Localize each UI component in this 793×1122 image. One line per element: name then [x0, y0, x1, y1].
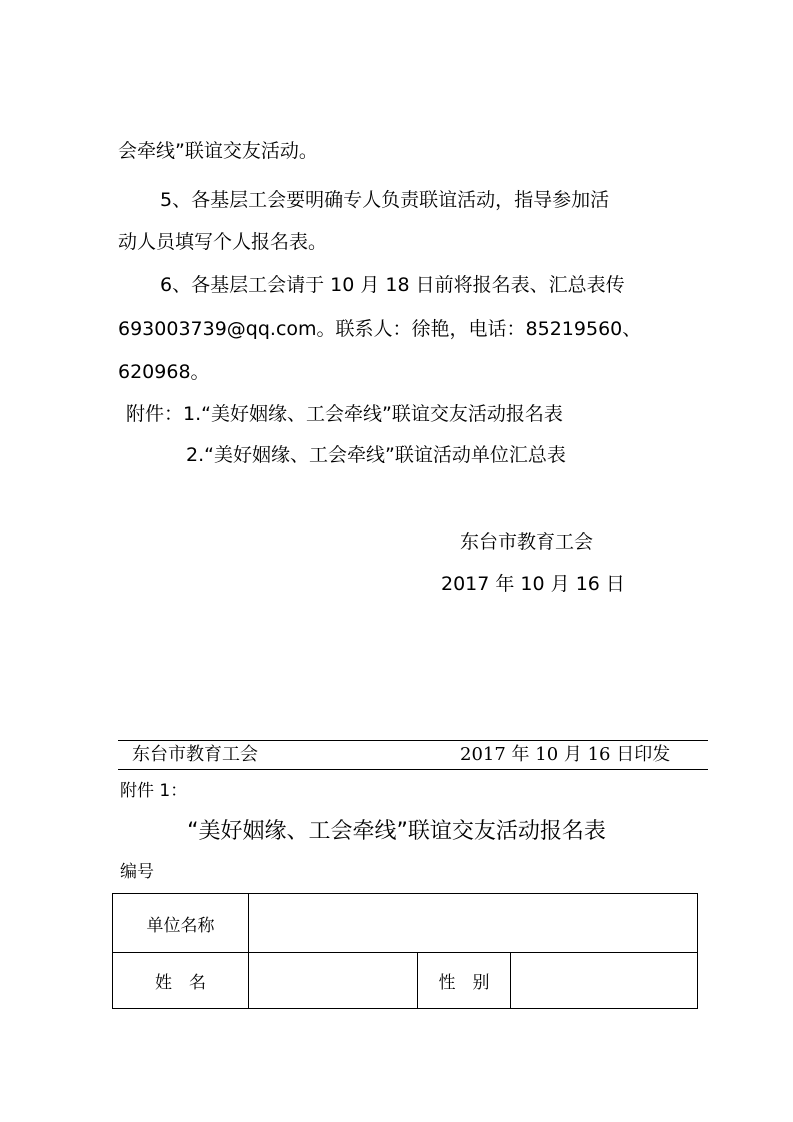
footer-top-rule [118, 740, 708, 741]
unit-name-field[interactable] [249, 894, 698, 953]
gender-field[interactable] [511, 953, 698, 1009]
registration-form-table [112, 893, 698, 1009]
form-title: “美好姻缘、工会牵线”联谊交友活动报名表 [187, 819, 606, 844]
name-field[interactable] [249, 953, 418, 1009]
unit-name-label: 单位名称 [113, 894, 249, 953]
attachment-2-line: 2.“美好姻缘、工会牵线”联谊活动单位汇总表 [186, 444, 566, 466]
footer-print-date: 2017 年 10 月 16 日印发 [460, 744, 671, 765]
signature-org: 东台市教育工会 [460, 531, 594, 553]
gender-label: 性 别 [418, 953, 511, 1009]
item-5-line-2: 动人员填写个人报名表。 [118, 231, 328, 253]
attachment-label: 附件 1： [120, 781, 188, 801]
item-6-line-3: 620968。 [118, 361, 210, 383]
name-label: 姓 名 [113, 953, 249, 1009]
item-6-line-1: 6、各基层工会请于 10 月 18 日前将报名表、汇总表传 [160, 274, 625, 296]
item-5-line-1: 5、各基层工会要明确专人负责联谊活动，指导参加活 [160, 189, 610, 211]
table-row [113, 894, 698, 953]
signature-date: 2017 年 10 月 16 日 [441, 573, 625, 595]
body-line-1: 会牵线”联谊交友活动。 [118, 140, 318, 162]
number-label: 编号 [120, 862, 154, 882]
table-row [113, 953, 698, 1009]
footer-bottom-rule [118, 769, 708, 770]
attachment-1-line: 附件：1.“美好姻缘、工会牵线”联谊交友活动报名表 [126, 403, 563, 425]
footer-org: 东台市教育工会 [132, 744, 258, 765]
item-6-line-2: 693003739@qq.com。联系人：徐艳，电话：85219560、 [118, 318, 642, 340]
